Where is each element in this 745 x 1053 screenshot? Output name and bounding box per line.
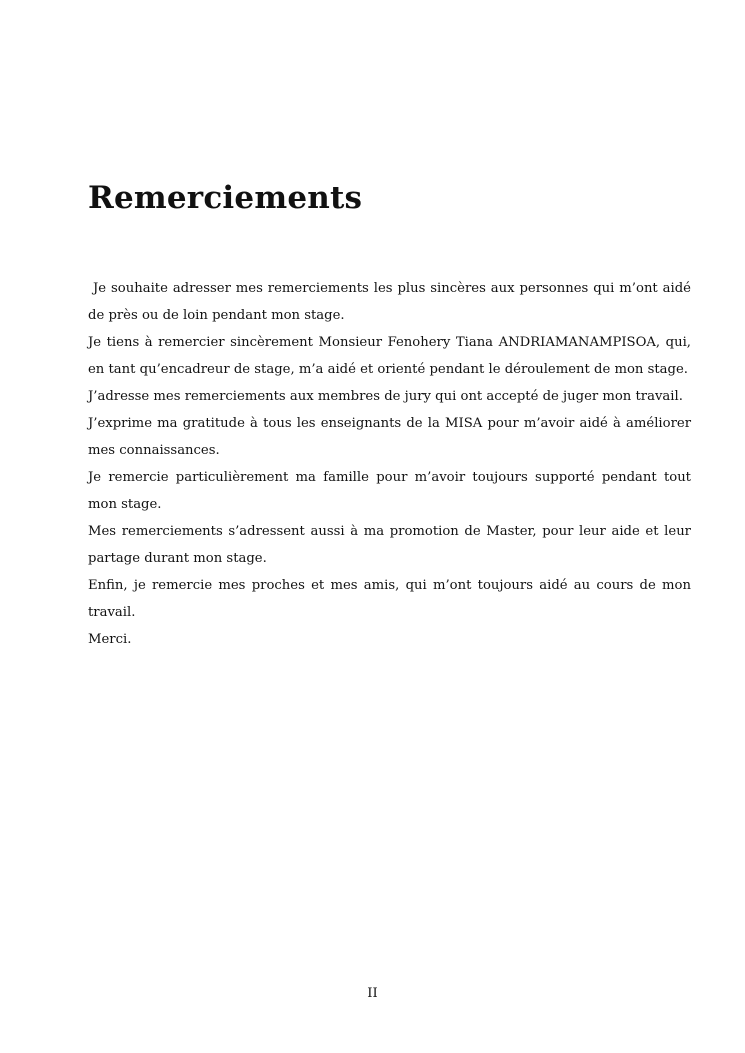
paragraph-family: Je remercie particulièrement ma famille pour m’avoir toujours supporté pendant tout mon stage. bbox=[88, 470, 691, 512]
paragraph-jury: J’adresse mes remerciements aux membres de jury qui ont accepté de juger mon travail. bbox=[88, 389, 683, 404]
paragraph-supervisor: Je tiens à remercier sincèrement Monsieur Fenohery Tiana ANDRIAMANAMPISOA, qui, en tant qu’encadreur de stage, m’a aidé et orienté pendant le déroulement de mon stage. bbox=[88, 335, 691, 377]
page-number: II bbox=[367, 986, 378, 1001]
acknowledgements-body bbox=[88, 275, 691, 653]
paragraph-thanks: Merci. bbox=[88, 632, 132, 647]
paragraph-promotion: Mes remerciements s’adressent aussi à ma promotion de Master, pour leur aide et leur partage durant mon stage. bbox=[88, 524, 691, 566]
paragraph-teachers: J’exprime ma gratitude à tous les enseignants de la MISA pour m’avoir aidé à améliorer mes connaissances. bbox=[88, 416, 691, 458]
paragraph-intro: Je souhaite adresser mes remerciements les plus sincères aux personnes qui m’ont aidé de près ou de loin pendant mon stage. bbox=[88, 281, 691, 323]
page-title: Remerciements bbox=[88, 180, 363, 216]
paragraph-friends: Enfin, je remercie mes proches et mes amis, qui m’ont toujours aidé au cours de mon travail. bbox=[88, 578, 691, 620]
